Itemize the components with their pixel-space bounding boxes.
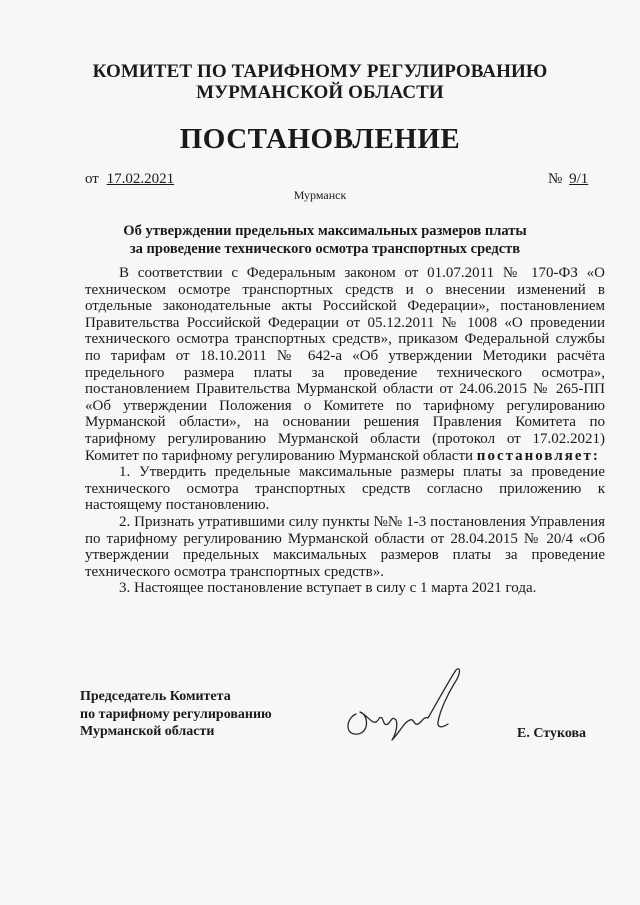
- handwritten-signature: [338, 662, 478, 752]
- document-body: [85, 265, 605, 597]
- number-line: [548, 171, 588, 188]
- org-line-2: МУРМАНСКОЙ ОБЛАСТИ: [196, 82, 444, 103]
- decree-item-1: 1. Утвердить предельные максимальные размеры платы за проведение технического осмотра транспортных средств согласно приложению к настоящему постановлению.: [85, 464, 605, 514]
- org-line-1: КОМИТЕТ ПО ТАРИФНОМУ РЕГУЛИРОВАНИЮ: [92, 61, 548, 82]
- document-number: 9/1: [569, 171, 589, 187]
- city: Мурманск: [293, 188, 347, 202]
- date-line: [85, 171, 174, 188]
- date-prefix: от: [85, 171, 99, 187]
- decree-word: постановляет:: [476, 447, 600, 464]
- signer-name: Е. Стукова: [517, 726, 587, 741]
- signatory-title: [80, 688, 330, 741]
- subject-line-2: за проведение технического осмотра транспортных средств: [129, 241, 521, 257]
- signatory-title-line-2: по тарифному регулированию: [80, 706, 272, 722]
- decree-item-2: 2. Признать утратившими силу пункты №№ 1-3 постановления Управления по тарифному регулированию Мурманской области от 28.04.2015 № 20/4 «Об утверждении предельных максимальных размеров платы за проведение технического осмотра транспортных средств».: [85, 513, 605, 580]
- signatory-title-line-1: Председатель Комитета: [80, 689, 231, 704]
- signatory-title-line-3: Мурманской области: [80, 724, 215, 739]
- preamble-paragraph: [85, 265, 605, 464]
- subject-line-1: Об утверждении предельных максимальных размеров платы: [123, 223, 527, 239]
- number-prefix: №: [548, 171, 563, 187]
- organization-name: [0, 61, 640, 103]
- preamble-text: В соответствии с Федеральным законом от 01.07.2011 № 170-ФЗ «О техническом осмотре транспортных средств и о внесении изменений в отдельные законодательные акты Российской Федерации», постановлением Правительства Российской Федерации от 05.12.2011 № 1008 «О проведении технического осмотра транспортных средств», приказом Федеральной службы по тарифам от 18.10.2011 № 642-а «Об утверждении Методики расчёта предельного размера платы за проведение технического осмотра», постановлением Правительства Мурманской области от 24.06.2015 № 265-ПП «Об утверждении Положения о Комитете по тарифному регулированию Мурманской области», на основании решения Правления Комитета по тарифному регулированию Мурманской области (протокол от 17.02.2021) Комитет по тарифному регулированию Мурманской области: [85, 265, 605, 464]
- document-date: 17.02.2021: [106, 171, 175, 187]
- document-type: ПОСТАНОВЛЕНИЕ: [179, 123, 461, 155]
- document-subject: [80, 222, 570, 258]
- decree-item-3: 3. Настоящее постановление вступает в силу с 1 марта 2021 года.: [119, 580, 537, 597]
